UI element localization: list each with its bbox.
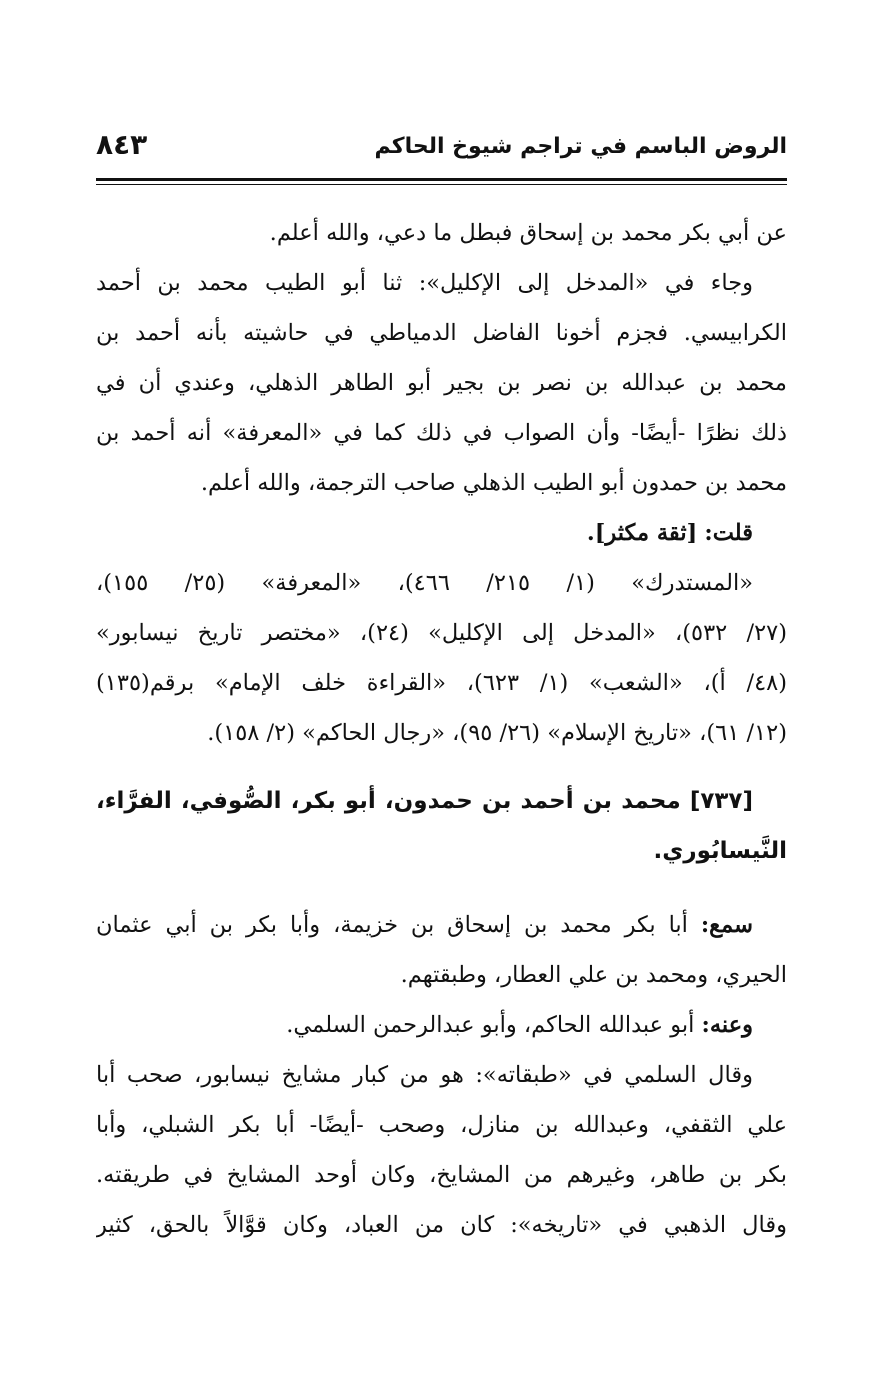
spacer [96, 758, 787, 776]
narrated-by-label: وعنه: [701, 1012, 753, 1038]
heard-from-label: سمع: [700, 912, 753, 938]
heard-from-line: الحيري، ومحمد بن علي العطار، وطبقتهم. [400, 962, 787, 988]
paragraph-2-line: ذلك نظرًا -أيضًا- وأن الصواب في ذلك كما في «المعرفة» أنه أحمد بن [96, 420, 787, 446]
paragraph-2-line: الكرابيسي. فجزم أخونا الفاضل الدمياطي في حاشيته بأنه أحمد بن [96, 320, 787, 346]
main-text [96, 208, 787, 1250]
narrated-by-line [96, 1000, 787, 1050]
running-header [96, 128, 787, 174]
heard-from-text: أبا بكر محمد بن إسحاق بن خزيمة، وأبا بكر بن أبي عثمان [96, 912, 688, 938]
spacer [96, 876, 787, 900]
paragraph-2-line: محمد بن عبدالله بن نصر بن بجير أبو الطاهر الذهلي، وعندي أن في [96, 370, 787, 396]
verdict-line [96, 508, 787, 558]
entry-heading-continued: النَّيسابُوري. [653, 838, 787, 864]
sulami-quote-line: بكر بن طاهر، وغيرهم من المشايخ، وكان أوحد المشايخ في طريقته. [96, 1162, 787, 1188]
paragraph-2-line: محمد بن حمدون أبو الطيب الذهلي صاحب الترجمة، والله أعلم. [200, 470, 787, 496]
header-rule-thin [96, 184, 787, 185]
narrated-by-text: أبو عبدالله الحاكم، وأبو عبدالرحمن السلمي. [286, 1012, 695, 1038]
paragraph-1-line: عن أبي بكر محمد بن إسحاق فبطل ما دعي، والله أعلم. [269, 220, 787, 246]
verdict-label: قلت: [704, 520, 753, 546]
reference-line: «المستدرك» (١/ ٢١٥/ ٤٦٦)، «المعرفة» (٢٥/ ١٥٥)، [96, 570, 754, 596]
reference-line: (١٢/ ٦١)، «تاريخ الإسلام» (٢٦/ ٩٥)، «رجال الحاكم» (٢/ ١٥٨). [207, 720, 787, 746]
entry-heading: [٧٣٧] محمد بن أحمد بن حمدون، أبو بكر، الصُّوفي، الفرَّاء، [96, 788, 753, 814]
running-header-title: الروض الباسم في تراجم شيوخ الحاكم [374, 134, 787, 159]
dhahabi-quote-line: وقال الذهبي في «تاريخه»: كان من العباد، وكان قوَّالاً بالحق، كثير [96, 1212, 787, 1238]
reference-line: (٤٨/ أ)، «الشعب» (١/ ٦٢٣)، «القراءة خلف الإمام» برقم(١٣٥) [96, 670, 787, 696]
page-number: ٨٤٣ [96, 128, 148, 161]
header-rule-thick [96, 178, 787, 181]
sulami-quote-line: وقال السلمي في «طبقاته»: هو من كبار مشايخ نيسابور، صحب أبا [96, 1062, 753, 1088]
reference-line: (٢٧/ ٥٣٢)، «المدخل إلى الإكليل» (٢٤)، «مختصر تاريخ نيسابور» [96, 620, 787, 646]
paragraph-2-line: وجاء في «المدخل إلى الإكليل»: ثنا أبو الطيب محمد بن أحمد [96, 270, 753, 296]
verdict-text: [ثقة مكثر]. [586, 520, 698, 546]
sulami-quote-line: علي الثقفي، وعبدالله بن منازل، وصحب -أيضًا- أبا بكر الشبلي، وأبا [96, 1112, 787, 1138]
heard-from-line [96, 900, 787, 950]
